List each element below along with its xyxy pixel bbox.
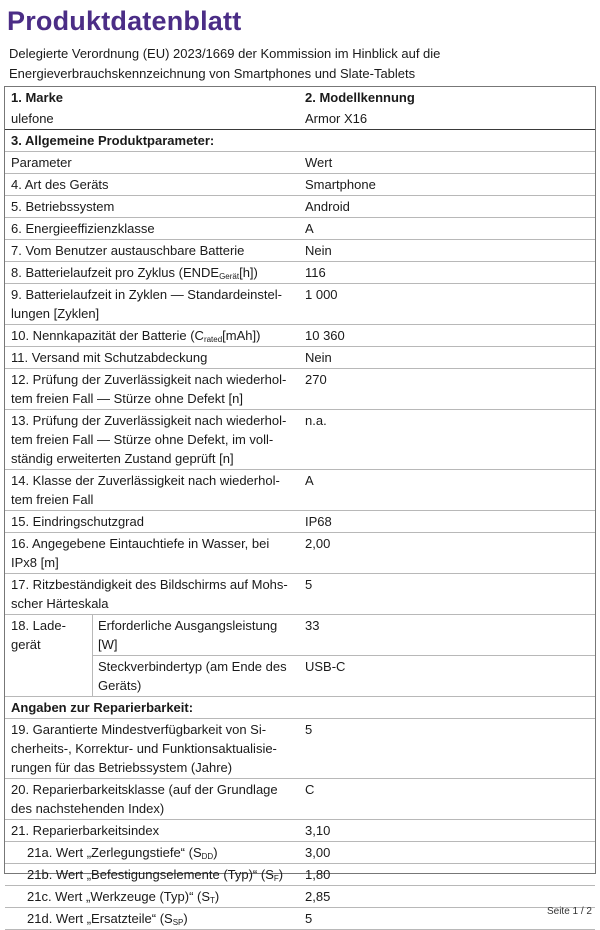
parameter-value: 1 000 bbox=[305, 287, 338, 302]
parameter-row bbox=[5, 820, 595, 842]
label-text: 21d. Wert „Ersatzteile“ (S bbox=[27, 911, 173, 926]
charger-sub-row bbox=[93, 656, 595, 696]
label-text: ) bbox=[214, 889, 220, 904]
label-subscript: rated bbox=[203, 335, 223, 344]
parameter-label bbox=[5, 262, 302, 283]
document-subtitle: Delegierte Verordnung (EU) 2023/1669 der Kommission im Hinblick auf die Energieverbrauchskennzeichnung von Smartphones und Slate-Tablets bbox=[9, 46, 441, 81]
parameter-row bbox=[5, 574, 595, 615]
parameter-label: 5. Betriebssystem bbox=[11, 199, 115, 214]
parameter-label bbox=[5, 864, 302, 885]
parameter-row bbox=[5, 262, 595, 284]
parameter-label: 15. Eindringschutzgrad bbox=[11, 514, 144, 529]
brand-value: ulefone bbox=[11, 111, 54, 126]
parameter-row bbox=[5, 719, 595, 779]
charger-power-label: Erforderliche Ausgangsleistung [W] bbox=[98, 618, 278, 652]
header-value-row bbox=[5, 108, 595, 130]
parameter-row bbox=[5, 240, 595, 262]
parameter-value: 5 bbox=[305, 911, 313, 926]
parameter-value: Smartphone bbox=[305, 177, 376, 192]
repair-heading-row bbox=[5, 697, 595, 719]
general-heading: 3. Allgemeine Produktparameter: bbox=[11, 133, 215, 148]
parameter-value: 10 360 bbox=[305, 328, 345, 343]
parameter-value: Android bbox=[305, 199, 350, 214]
charger-connector-label: Steckverbindertyp (am Ende des Geräts) bbox=[98, 659, 287, 693]
parameter-label bbox=[5, 908, 302, 929]
label-text: ) bbox=[183, 911, 188, 926]
parameter-label bbox=[5, 842, 302, 863]
label-subscript: SP bbox=[172, 918, 184, 927]
parameter-value: 116 bbox=[305, 265, 326, 280]
parameter-row bbox=[5, 470, 595, 511]
parameter-value: n.a. bbox=[305, 413, 327, 428]
parameter-label: 21. Reparierbarkeitsindex bbox=[11, 823, 160, 838]
parameter-row bbox=[5, 864, 595, 886]
label-text: 10. Nennkapazität der Batterie (C bbox=[11, 328, 204, 343]
charger-sub-row bbox=[93, 615, 595, 656]
parameter-label bbox=[5, 886, 302, 907]
column-header-row bbox=[5, 152, 595, 174]
parameter-label: 17. Ritzbeständigkeit des Bildschirms auf Mohs-scher Härteskala bbox=[11, 577, 288, 611]
parameter-value: IP68 bbox=[305, 514, 332, 529]
page-number: Seite 1 / 2 bbox=[546, 906, 592, 917]
parameter-label: 13. Prüfung der Zuverlässigkeit nach wiederhol-tem freien Fall — Stürze ohne Defekt, im voll-ständig erweiterten Zustand geprüft [n] bbox=[11, 413, 287, 466]
parameter-row bbox=[5, 779, 595, 820]
charger-connector-value: USB-C bbox=[305, 659, 346, 674]
model-label: 2. Modellkennung bbox=[305, 90, 415, 105]
column-header-parameter: Parameter bbox=[11, 155, 72, 170]
label-text: ) bbox=[213, 845, 218, 860]
label-text: 21b. Wert „Befestigungselemente (Typ)“ (S bbox=[27, 867, 274, 882]
parameter-label: 20. Reparierbarkeitsklasse (auf der Grundlage des nachstehenden Index) bbox=[11, 782, 278, 816]
parameter-row bbox=[5, 369, 595, 410]
parameter-row bbox=[5, 908, 595, 930]
parameter-value: 5 bbox=[305, 722, 313, 737]
parameter-row bbox=[5, 196, 595, 218]
label-text: 21a. Wert „Zerlegungstiefe“ (S bbox=[27, 845, 202, 860]
parameter-label: 11. Versand mit Schutzabdeckung bbox=[11, 350, 208, 365]
parameter-value: 270 bbox=[305, 372, 327, 387]
parameter-value: A bbox=[305, 221, 314, 236]
label-subscript: F bbox=[273, 874, 279, 883]
parameter-row bbox=[5, 410, 595, 470]
parameter-row bbox=[5, 347, 595, 369]
parameter-value: 3,10 bbox=[305, 823, 331, 838]
header-row bbox=[5, 87, 595, 108]
label-text: 21c. Wert „Werkzeuge (Typ)“ (S bbox=[27, 889, 211, 904]
parameter-value: C bbox=[305, 782, 315, 797]
parameter-row bbox=[5, 325, 595, 347]
parameter-row bbox=[5, 174, 595, 196]
parameter-row bbox=[5, 842, 595, 864]
parameter-label: 7. Vom Benutzer austauschbare Batterie bbox=[11, 243, 245, 258]
parameter-value: 5 bbox=[305, 577, 313, 592]
repair-heading: Angaben zur Reparierbarkeit: bbox=[11, 700, 194, 715]
parameter-row bbox=[5, 511, 595, 533]
parameter-label: 14. Klasse der Zuverlässigkeit nach wiederhol-tem freien Fall bbox=[11, 473, 280, 507]
parameter-row bbox=[5, 284, 595, 325]
charger-row bbox=[5, 615, 595, 697]
parameter-label bbox=[5, 325, 302, 346]
parameter-label: 12. Prüfung der Zuverlässigkeit nach wiederhol-tem freien Fall — Stürze ohne Defekt [n] bbox=[11, 372, 287, 406]
parameter-value: 3,00 bbox=[305, 845, 331, 860]
parameter-label: 6. Energieeffizienzklasse bbox=[11, 221, 155, 236]
label-subscript: T bbox=[210, 896, 215, 905]
parameter-value: A bbox=[305, 473, 314, 488]
parameter-label: 19. Garantierte Mindestverfügbarkeit von Si-cherheits-, Korrektur- und Funktionsaktualisie-rungen für das Betriebssystem (Jahre) bbox=[11, 722, 277, 775]
parameter-value: Nein bbox=[305, 350, 332, 365]
parameter-value: 2,85 bbox=[305, 889, 331, 904]
charger-label: 18. Lade-gerät bbox=[5, 615, 93, 696]
model-value: Armor X16 bbox=[305, 111, 368, 126]
general-heading-row bbox=[5, 130, 595, 152]
parameter-row bbox=[5, 218, 595, 240]
brand-label: 1. Marke bbox=[11, 90, 64, 105]
page-title: Produktdatenblatt bbox=[7, 6, 242, 36]
parameter-value: 2,00 bbox=[305, 536, 331, 551]
label-text: [mAh]) bbox=[222, 328, 261, 343]
label-text: [h]) bbox=[239, 265, 258, 280]
column-header-value: Wert bbox=[305, 155, 333, 170]
parameter-label: 16. Angegebene Eintauchtiefe in Wasser, bei IPx8 [m] bbox=[11, 536, 270, 570]
parameter-value: 1,80 bbox=[305, 867, 331, 882]
parameter-label: 9. Batterielaufzeit in Zyklen — Standardeinstel-lungen [Zyklen] bbox=[11, 287, 282, 321]
parameter-row bbox=[5, 886, 595, 908]
label-text: 8. Batterielaufzeit pro Zyklus (ENDE bbox=[11, 265, 220, 280]
parameter-value: Nein bbox=[305, 243, 332, 258]
label-subscript: Gerät bbox=[219, 272, 240, 281]
label-subscript: DD bbox=[201, 852, 214, 861]
parameter-label: 4. Art des Geräts bbox=[11, 177, 109, 192]
label-text: ) bbox=[278, 867, 284, 882]
parameter-row bbox=[5, 533, 595, 574]
charger-power-value: 33 bbox=[305, 618, 320, 633]
